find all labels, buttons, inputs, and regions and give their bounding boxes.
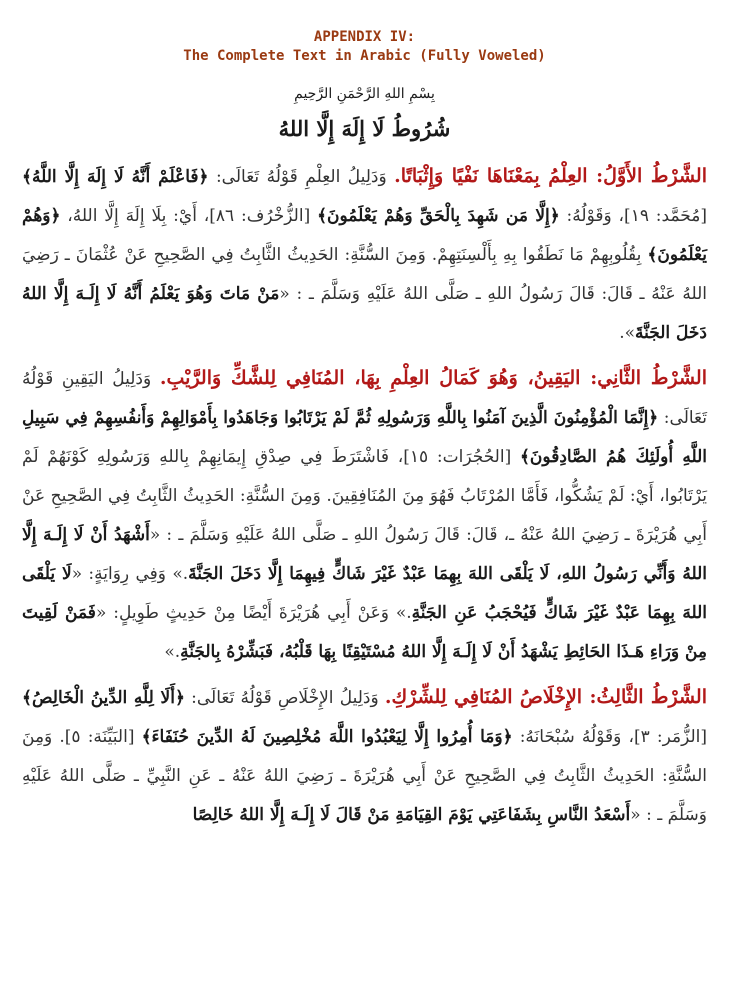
condition-section-2 (22, 359, 707, 672)
body-text: وَدَلِيلُ العِلْمِ قَوْلُهُ تَعَالَى: (208, 167, 395, 187)
body-text: [البَيِّنَة: ٥]. وَمِنَ السُّنَّةِ: الحَدِيثُ الثَّابِتُ فِي الصَّحِيحِ عَنْ أَبِي هُرَيْرَةَ ـ رَضِيَ اللهُ عَنْهُ ـ عَنِ النَّبِيِّ ـ صَلَّى اللهُ عَلَيْهِ وَسَلَّمَ ـ : « (22, 727, 707, 825)
quoted-text: أَشْهَدُ أَنْ لَا إِلَـهَ إِلَّا اللهُ وَأَنِّي رَسُولُ اللهِ، لَا يَلْقَى اللهَ بِهِمَا عَبْدٌ غَيْرَ شَاكٍّ فِيهِمَا إِلَّا دَخَلَ الجَنَّةَ (22, 525, 707, 584)
quoted-text: ﴿أَلَا لِلَّهِ الدِّينُ الْخَالِصُ﴾ (22, 688, 185, 708)
quoted-text: مَنْ مَاتَ وَهُوَ يَعْلَمُ أَنَّهُ لَا إِلَـهَ إِلَّا اللهُ دَخَلَ الجَنَّةَ (22, 284, 707, 343)
quoted-text: ﴿وَمَا أُمِرُوا إِلَّا لِيَعْبُدُوا اللَّهَ مُخْلِصِينَ لَهُ الدِّينَ حُنَفَاءَ﴾ (141, 727, 513, 747)
body-text: ». (619, 323, 635, 343)
quoted-text: فَمَنْ لَقِيتَ مِنْ وَرَاءِ هَـذَا الحَائِطِ يَشْهَدُ أَنْ لَا إِلَـهَ إِلَّا اللهُ مُسْتَيْقِنًا بِهَا قَلْبُهُ، فَبَشِّرْهُ بِالجَنَّةِ (22, 603, 707, 662)
body-text: وَدَلِيلُ الإِخْلَاصِ قَوْلُهُ تَعَالَى: (184, 688, 385, 708)
appendix-header (22, 28, 707, 66)
quoted-text: أَسْعَدُ النَّاسِ بِشَفَاعَتِي يَوْمَ القِيَامَةِ مَنْ قَالَ لَا إِلَـهَ إِلَّا اللهُ خَالِصًا (192, 805, 631, 825)
quoted-text: ﴿وَهُمْ يَعْلَمُونَ﴾ (22, 206, 707, 265)
appendix-title: APPENDIX IV: (313, 29, 416, 45)
body-text: .» وَعَنْ أَبِي هُرَيْرَةَ أَيْضًا مِنْ حَدِيثٍ طَوِيلٍ: « (95, 603, 412, 623)
appendix-subtitle: The Complete Text in Arabic (Fully Voweled) (183, 48, 546, 64)
condition-body-2 (22, 369, 707, 662)
quoted-text: ﴿فَاعْلَمْ أَنَّهُ لَا إِلَهَ إِلَّا اللَّهُ﴾ (22, 167, 209, 187)
body-text: .» (164, 642, 181, 662)
condition-body-1 (22, 167, 707, 343)
body-text: [الحُجُرَات: ١٥]، فَاشْتَرَطَ فِي صِدْقِ إِيمَانِهِمْ بِاللهِ وَرَسُولِهِ كَوْنَهُمْ لَمْ يَرْتَابُوا، أَيْ: لَمْ يَشُكُّوا، فَأَمَّا المُرْتَابُ فَهُوَ مِنَ المُنَافِقِينَ. وَمِنَ السُّنَّةِ: الحَدِيثُ الثَّابِتُ فِي الصَّحِيحِ عَنْ أَبِي هُرَيْرَةَ ـ رَضِيَ اللهُ عَنْهُ ـ، قَالَ: قَالَ رَسُولُ اللهِ ـ صَلَّى اللهُ عَلَيْهِ وَسَلَّمَ ـ : « (22, 447, 707, 545)
body-text: بِقُلُوبِهِمْ مَا نَطَقُوا بِهِ بِأَلْسِنَتِهِمْ. وَمِنَ السُّنَّةِ: الحَدِيثُ الثَّابِتُ فِي الصَّحِيحِ عَنْ عُثْمَانَ ـ رَضِيَ اللهُ عَنْهُ ـ قَالَ: قَالَ رَسُولُ اللهِ ـ صَلَّى اللهُ عَلَيْهِ وَسَلَّمَ ـ : « (22, 245, 707, 304)
body-text: وَدَلِيلُ اليَقِينِ قَوْلُهُ تَعَالَى: (22, 369, 707, 428)
condition-heading-2: الشَّرْطُ الثَّانِي: اليَقِينُ، وَهُوَ كَمَالُ العِلْمِ بِهَا، المُنَافِي لِلشَّكِّ وَالرَّيْبِ. (159, 367, 707, 389)
body-text: [الزُّمَر: ٣]، وَقَوْلُهُ سُبْحَانَهُ: (512, 727, 707, 747)
body-text: [مُحَمَّد: ١٩]، وَقَوْلُهُ: (559, 206, 707, 226)
body-text: .» وَفِي رِوَايَةٍ: « (71, 564, 189, 584)
quoted-text: ﴿إِنَّمَا الْمُؤْمِنُونَ الَّذِينَ آمَنُوا بِاللَّهِ وَرَسُولِهِ ثُمَّ لَمْ يَرْتَابُوا وَجَاهَدُوا بِأَمْوَالِهِمْ وَأَنفُسِهِمْ فِي سَبِيلِ اللَّهِ أُولَئِكَ هُمُ الصَّادِقُونَ﴾ (22, 408, 707, 467)
condition-section-1 (22, 157, 707, 353)
condition-heading-1: الشَّرْطُ الأَوَّلُ: العِلْمُ بِمَعْنَاهَا نَفْيًا وَإِثْبَاتًا. (394, 165, 707, 187)
quoted-text: لَا يَلْقَى اللهَ بِهِمَا عَبْدٌ غَيْرَ شَاكٍّ فَيُحْجَبُ عَنِ الجَنَّةِ (22, 564, 707, 623)
body-text: [الزُّخْرُف: ٨٦]، أَيْ: بِلَا إِلَهَ إِلَّا اللهُ، (60, 206, 318, 226)
condition-section-3 (22, 678, 707, 835)
document-title: شُرُوطُ لَا إِلَهَ إِلَّا اللهُ (278, 116, 451, 141)
condition-heading-3: الشَّرْطُ الثَّالِثُ: الإِخْلَاصُ المُنَافِي لِلشِّرْكِ. (384, 686, 707, 708)
condition-body-3 (22, 688, 707, 825)
basmala: بِسْمِ اللهِ الرَّحْمَنِ الرَّحِيمِ (294, 86, 435, 102)
quoted-text: ﴿إِلَّا مَن شَهِدَ بِالْحَقِّ وَهُمْ يَعْلَمُونَ﴾ (317, 206, 560, 226)
